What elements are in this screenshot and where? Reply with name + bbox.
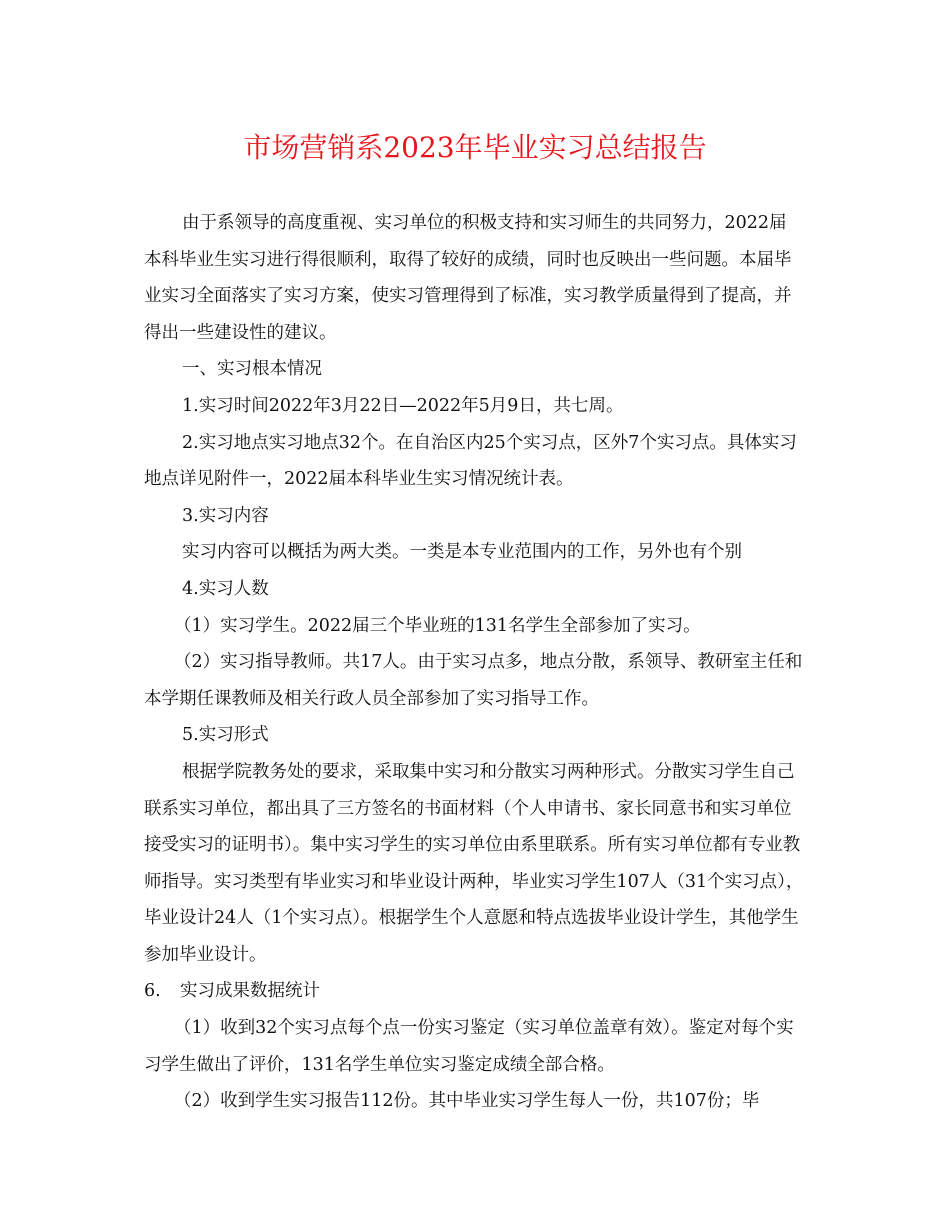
- section-heading-1: 一、实习根本情况: [182, 359, 322, 380]
- item-6-reports: （2）收到学生实习报告112份。其中毕业实习学生每人一份，共107份；毕: [174, 1091, 760, 1112]
- document-title: 市场营销系2023年毕业实习总结报告: [243, 131, 707, 164]
- item-5-heading: 5.实习形式: [182, 725, 269, 746]
- item-1-time: 1.实习时间2022年3月22日—2022年5月9日，共七周。: [182, 395, 624, 416]
- item-4-students: （1）实习学生。2022届三个毕业班的131名学生全部参加了实习。: [174, 615, 701, 636]
- item-6-appraisal: （1）收到32个实习点每个点一份实习鉴定（实习单位盖章有效）。鉴定对每个实习学生做出了评价，131名学生单位实习鉴定成绩全部合格。: [144, 1018, 794, 1075]
- item-2-location: 2.实习地点实习地点32个。在自治区内25个实习点，区外7个实习点。具体实习地点详见附件一，2022届本科毕业生实习情况统计表。: [144, 432, 797, 490]
- document-body: [144, 205, 804, 1120]
- item-6-heading: [144, 973, 804, 1010]
- item-6-label: 实习成果数据统计: [180, 981, 320, 1002]
- paragraph-intro: 由于系领导的高度重视、实习单位的积极支持和实习师生的共同努力，2022届本科毕业生实习进行得很顺利，取得了较好的成绩，同时也反映出一些问题。本届毕业实习全面落实了实习方案，使实习管理得到了标准，实习教学质量得到了提高，并得出一些建设性的建议。: [144, 213, 792, 343]
- item-4-heading: 4.实习人数: [182, 578, 269, 599]
- item-4-teachers: （2）实习指导教师。共17人。由于实习点多，地点分散，系领导、教研室主任和本学期任课教师及相关行政人员全部参加了实习指导工作。: [144, 652, 803, 709]
- item-3-heading: 3.实习内容: [182, 505, 269, 526]
- item-6-number: 6.: [144, 981, 161, 1002]
- item-5-content: 根据学院教务处的要求，采取集中实习和分散实习两种形式。分散实习学生自己联系实习单位，都出具了三方签名的书面材料（个人申请书、家长同意书和实习单位接受实习的证明书）。集中实习学生的实习单位由系里联系。所有实习单位都有专业教师指导。实习类型有毕业实习和毕业设计两种，毕业实习学生107人（31个实习点），毕业设计24人（1个实习点）。根据学生个人意愿和特点选拔毕业设计学生，其他学生参加毕业设计。: [144, 761, 804, 965]
- item-3-content: 实习内容可以概括为两大类。一类是本专业范围内的工作，另外也有个别: [182, 542, 742, 563]
